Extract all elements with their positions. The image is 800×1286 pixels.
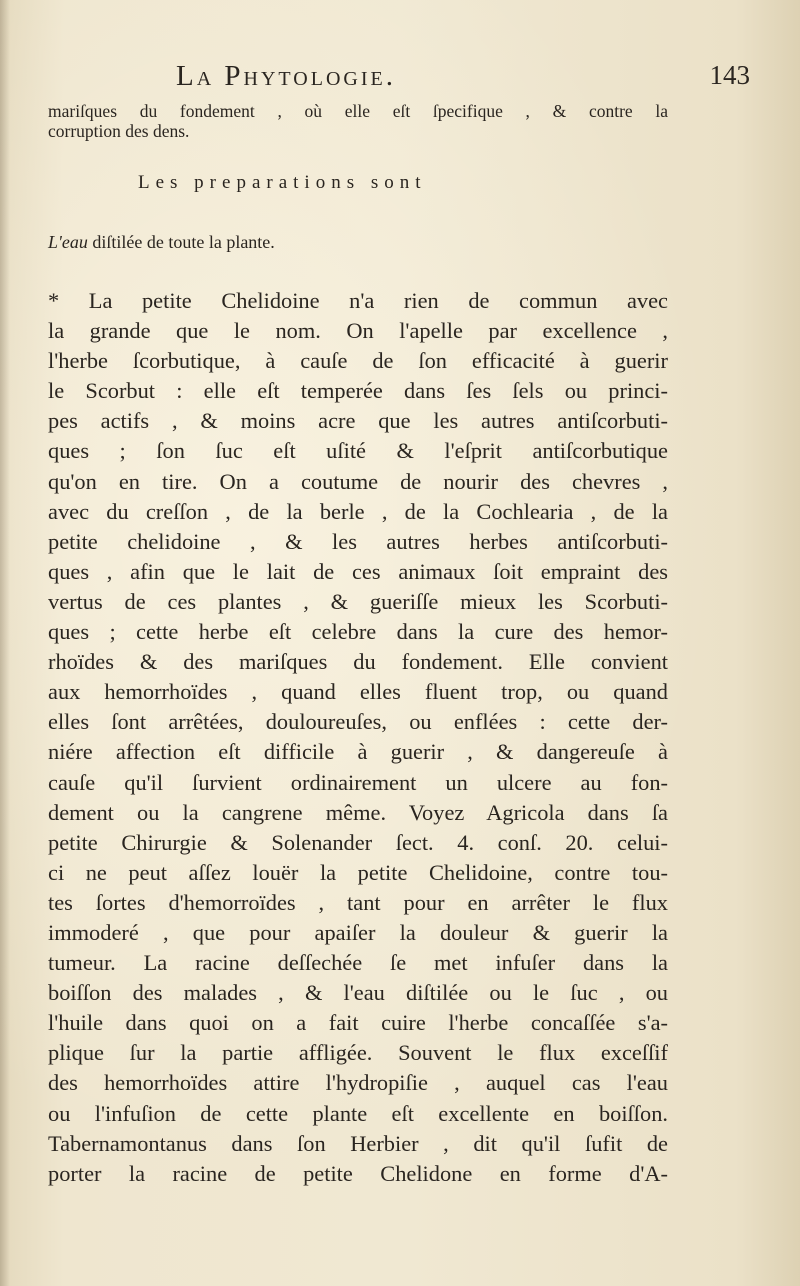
paragraph-line: boiſſon des malades , & l'eau diſtilée ou le ſuc , ou: [48, 980, 668, 1006]
running-title: La Phytologie.: [176, 60, 396, 92]
paragraph-line: ques ; cette herbe eſt celebre dans la cure des hemor-: [48, 619, 668, 645]
paragraph-line: petite chelidoine , & les autres herbes antiſcorbuti-: [48, 528, 668, 554]
continuation-line: mariſques du fondement , où elle eſt ſpecifique , & contre la: [48, 101, 668, 121]
paragraph-line: l'herbe ſcorbutique, à cauſe de ſon efficacité à guerir: [48, 348, 668, 374]
section-heading: Les preparations sont: [138, 172, 427, 193]
paragraph-line: cauſe qu'il ſurvient ordinairement un ulcere au fon-: [48, 769, 668, 795]
paragraph-line: porter la racine de petite Chelidone en forme d'A-: [48, 1160, 668, 1186]
main-paragraph: [48, 286, 668, 1189]
paragraph-line: elles ſont arrêtées, douloureuſes, ou enflées : cette der-: [48, 709, 668, 735]
paragraph-line: tes ſortes d'hemorroïdes , tant pour en arrêter le flux: [48, 889, 668, 915]
paragraph-line: dement ou la cangrene même. Voyez Agricola dans ſa: [48, 799, 668, 825]
paragraph-line: avec du creſſon , de la berle , de la Cochlearia , de la: [48, 498, 668, 524]
page-number: 143: [709, 60, 750, 90]
paragraph-line: vertus de ces plantes , & gueriſſe mieux les Scorbuti-: [48, 588, 668, 614]
paragraph-line: rhoïdes & des mariſques du fondement. Elle convient: [48, 649, 668, 675]
page-header: [48, 60, 750, 100]
continuation-line: corruption des dens.: [48, 121, 190, 141]
paragraph-line: niére affection eſt difficile à guerir , & dangereuſe à: [48, 739, 668, 765]
paragraph-line: ou l'infuſion de cette plante eſt excellente en boiſſon.: [48, 1100, 668, 1126]
paragraph-line: la grande que le nom. On l'apelle par excellence ,: [48, 318, 668, 344]
paragraph-line: * La petite Chelidoine n'a rien de commun avec: [48, 288, 668, 313]
paragraph-line: plique ſur la partie affligée. Souvent le flux exceſſif: [48, 1040, 668, 1066]
preparation-lead: L'eau: [48, 232, 88, 252]
paragraph-line: pes actifs , & moins acre que les autres antiſcorbuti-: [48, 408, 668, 434]
paragraph-line: ques , afin que le lait de ces animaux ſoit empraint des: [48, 558, 668, 584]
continuation-text: [48, 101, 668, 141]
preparation-text: diſtilée de toute la plante.: [87, 232, 275, 252]
paragraph-line: immoderé , que pour apaiſer la douleur & guerir la: [48, 919, 668, 945]
paragraph-line: ques ; ſon ſuc eſt uſité & l'eſprit antiſcorbutique: [48, 438, 668, 464]
paragraph-line: aux hemorrhoïdes , quand elles fluent trop, ou quand: [48, 679, 668, 705]
paragraph-line: ci ne peut aſſez louër la petite Chelidoine, contre tou-: [48, 859, 668, 885]
paragraph-line: l'huile dans quoi on a fait cuire l'herbe concaſſée s'a-: [48, 1010, 668, 1036]
paragraph-line: Tabernamontanus dans ſon Herbier , dit qu'il ſufit de: [48, 1130, 668, 1156]
preparation-item: [48, 232, 275, 253]
paragraph-line: le Scorbut : elle eſt temperée dans ſes ſels ou princi-: [48, 378, 668, 404]
paragraph-line: qu'on en tire. On a coutume de nourir des chevres ,: [48, 468, 668, 494]
paragraph-line: des hemorrhoïdes attire l'hydropiſie , auquel cas l'eau: [48, 1070, 668, 1096]
paragraph-line: tumeur. La racine deſſechée ſe met infuſer dans la: [48, 950, 668, 976]
paragraph-line: petite Chirurgie & Solenander ſect. 4. conſ. 20. celui-: [48, 829, 668, 855]
